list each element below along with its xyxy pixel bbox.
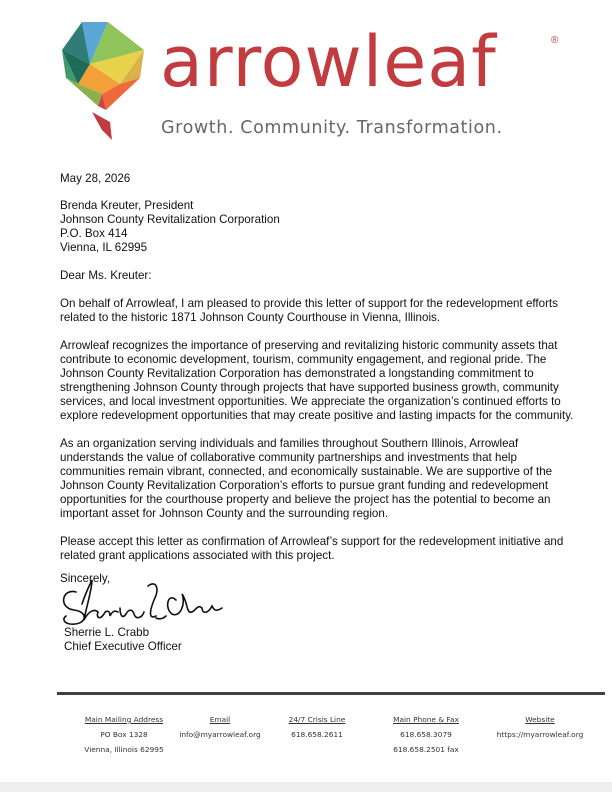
recipient-org: Johnson County Revitalization Corporation	[60, 213, 280, 226]
body-paragraph: As an organization serving individuals and families throughout Southern Illinois, Arrowleaf understands the value of collaborative community partnerships and investments that help communities remain vibrant, connected, and economically sustainable. We are supportive of the Johnson County Revitalization Corporation’s efforts to pursue grant funding and redevelopment opportunities for the courthouse property and believe the project has the potential to become an important asset for Johnson County and the surrounding region.	[60, 437, 553, 520]
footer-crisis-phone: 618.658.2611	[291, 730, 343, 739]
footer-crisis	[270, 712, 364, 742]
footer-website-heading: Website	[525, 715, 555, 724]
body-paragraph: Arrowleaf recognizes the importance of preserving and revitalizing historic community assets that contribute to economic development, tourism, community engagement, and regional pride. The Johnson County Revitalization Corporation has demonstrated a longstanding commitment to strengthening Johnson County through projects that have supported business growth, community services, and local investment opportunities. We appreciate the organization’s continued efforts to explore redevelopment opportunities that may create positive and lasting impacts for the community.	[60, 339, 574, 422]
registered-mark: ®	[551, 35, 559, 46]
closing: Sincerely,	[60, 572, 111, 585]
recipient-city: Vienna, IL 62995	[60, 241, 148, 254]
body-paragraph: Please accept this letter as confirmation of Arrowleaf’s support for the redevelopment initiative and related grant applications associated with this project.	[60, 535, 564, 562]
recipient-street: P.O. Box 414	[60, 227, 128, 240]
signer-title: Chief Executive Officer	[64, 640, 182, 653]
letter-body	[60, 172, 575, 577]
footer-crisis-heading: 24/7 Crisis Line	[288, 715, 346, 724]
footer-divider	[57, 692, 605, 695]
brand-wordmark: arrowleaf	[160, 21, 497, 103]
signer-name: Sherrie L. Crabb	[64, 626, 150, 639]
footer-mailing-line2: Vienna, Illinois 62995	[84, 745, 164, 754]
footer-phone-fax: 618.658.2501 fax	[393, 745, 459, 754]
brand-tagline: Growth. Community. Transformation.	[161, 118, 503, 138]
footer-website	[480, 712, 600, 742]
scan-edge	[0, 782, 612, 792]
footer-email	[160, 712, 280, 742]
arrowleaf-logo-icon	[62, 22, 144, 140]
footer-mailing-line1: PO Box 1328	[100, 730, 148, 739]
footer-phone-main: 618.658.3079	[400, 730, 452, 739]
recipient-name: Brenda Kreuter, President	[60, 199, 194, 212]
salutation: Dear Ms. Kreuter:	[60, 269, 152, 282]
footer-email-heading: Email	[209, 715, 231, 724]
footer-phone-heading: Main Phone & Fax	[393, 715, 459, 724]
letter-date: May 28, 2026	[60, 172, 131, 185]
footer-website-url[interactable]: https://myarrowleaf.org	[496, 730, 584, 739]
signature-block	[56, 572, 356, 662]
recipient-address	[60, 199, 575, 255]
footer-email-address[interactable]: info@myarrowleaf.org	[179, 730, 261, 739]
footer-mailing-heading: Main Mailing Address	[84, 715, 164, 724]
body-paragraph: On behalf of Arrowleaf, I am pleased to provide this letter of support for the redevelopment efforts related to the historic 1871 Johnson County Courthouse in Vienna, Illinois.	[60, 297, 558, 324]
footer-phone	[372, 712, 480, 757]
